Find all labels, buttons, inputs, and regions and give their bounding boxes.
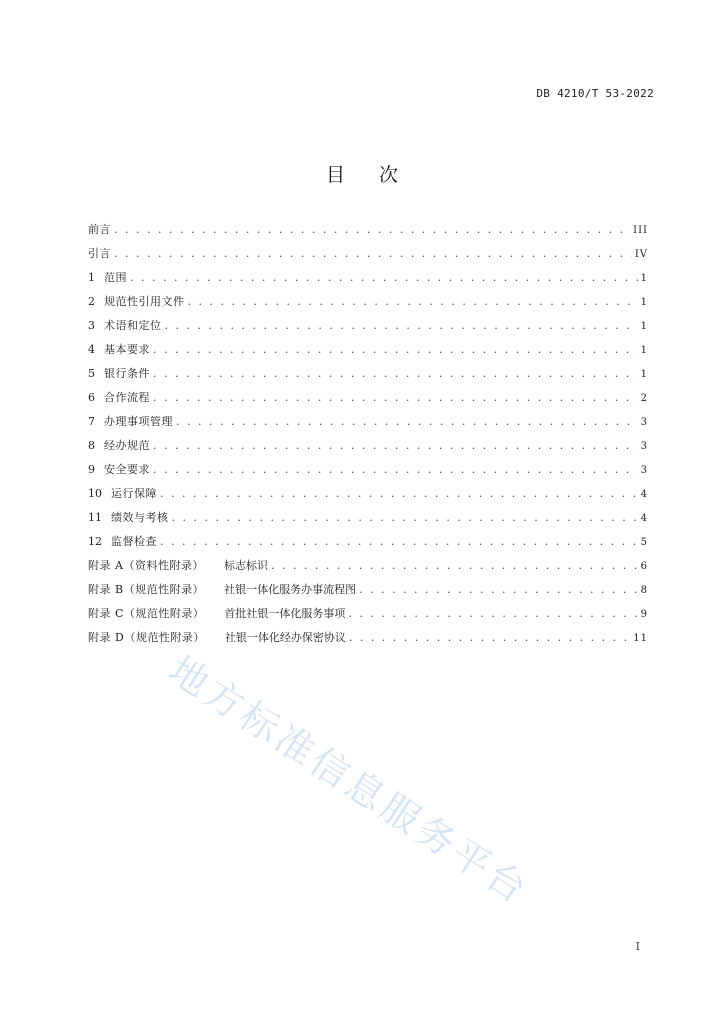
toc-entry-number: 12 <box>88 535 102 548</box>
toc-entry-page: 8 <box>640 585 648 596</box>
toc-entry-number: 4 <box>88 343 95 356</box>
toc-dot-leader <box>349 626 630 650</box>
page-title: 目次 <box>325 164 432 186</box>
toc-entry[interactable] <box>88 266 648 290</box>
toc-dot-leader <box>160 482 638 506</box>
toc-entry-label: 绩效与考核 <box>111 511 169 524</box>
toc-entry-label: 附录 C（规范性附录） <box>88 607 205 620</box>
toc-entry-label: 安全要求 <box>104 463 150 476</box>
toc-entry[interactable] <box>88 434 648 458</box>
toc-entry-label: 附录 D（规范性附录） <box>88 631 205 644</box>
toc-entry[interactable] <box>88 482 648 506</box>
toc-entry[interactable] <box>88 386 648 410</box>
toc-entry[interactable] <box>88 458 648 482</box>
toc-entry-page: 1 <box>640 297 648 308</box>
toc-entry-number: 11 <box>88 511 102 524</box>
toc-entry-label: 范围 <box>104 271 127 284</box>
toc-dot-leader <box>176 410 638 434</box>
toc-entry-page: 1 <box>640 345 648 356</box>
toc-entry-number: 1 <box>88 271 95 284</box>
toc-entry-label: 银行条件 <box>104 367 150 380</box>
toc-entry-subtitle: 社银一体化经办保密协议 <box>224 631 346 644</box>
toc-entry[interactable] <box>88 626 648 650</box>
toc-entry-page: 4 <box>640 489 648 500</box>
toc-entry-page: 3 <box>640 465 648 476</box>
toc-entry[interactable] <box>88 338 648 362</box>
toc-entry-subtitle: 首批社银一体化服务事项 <box>224 607 346 620</box>
toc-entry[interactable] <box>88 602 648 626</box>
toc-entry[interactable] <box>88 290 648 314</box>
toc-dot-leader <box>153 458 638 482</box>
toc-entry-page: 1 <box>640 273 648 284</box>
toc-entry-page: 9 <box>640 609 648 620</box>
toc-entry-number: 8 <box>88 439 95 452</box>
toc-entry-label: 运行保障 <box>111 487 157 500</box>
toc-entry[interactable] <box>88 314 648 338</box>
toc-entry[interactable] <box>88 410 648 434</box>
toc-entry-subtitle: 标志标识 <box>223 559 268 572</box>
toc-dot-leader <box>160 530 638 554</box>
toc-entry-label: 规范性引用文件 <box>104 295 185 308</box>
toc-entry-page: 4 <box>640 513 648 524</box>
toc-entry[interactable] <box>88 554 648 578</box>
toc-dot-leader <box>188 290 638 314</box>
toc-entry-number: 5 <box>88 367 95 380</box>
toc-dot-leader <box>359 578 638 602</box>
toc-entry-page: 1 <box>640 321 648 332</box>
toc-entry-page: 11 <box>633 633 648 644</box>
toc-dot-leader <box>153 338 638 362</box>
toc-entry-label: 合作流程 <box>104 391 150 404</box>
toc-entry-number: 9 <box>88 463 95 476</box>
toc-entry-label: 术语和定位 <box>104 319 162 332</box>
toc-entry[interactable] <box>88 578 648 602</box>
toc-dot-leader <box>114 242 632 266</box>
toc-entry-number: 7 <box>88 415 95 428</box>
toc-dot-leader <box>153 362 638 386</box>
toc-entry-page: 6 <box>640 561 648 572</box>
toc-entry-page: III <box>633 225 648 236</box>
toc-entry-page: 2 <box>640 393 648 404</box>
table-of-contents <box>88 218 648 650</box>
toc-dot-leader <box>130 266 638 290</box>
toc-entry[interactable] <box>88 218 648 242</box>
toc-dot-leader <box>153 386 638 410</box>
watermark: 地方标准信息服务平台 <box>161 647 538 914</box>
toc-entry-number: 2 <box>88 295 95 308</box>
toc-entry-label: 前言 <box>88 223 111 236</box>
document-code: DB 4210/T 53-2022 <box>536 87 654 100</box>
toc-entry-page: 5 <box>640 537 648 548</box>
toc-dot-leader <box>172 506 638 530</box>
toc-entry[interactable] <box>88 530 648 554</box>
toc-entry-page: 3 <box>640 441 648 452</box>
toc-entry-label: 办理事项管理 <box>104 415 173 428</box>
page-number: I <box>635 940 640 953</box>
toc-dot-leader <box>271 554 638 578</box>
toc-dot-leader <box>348 602 637 626</box>
toc-dot-leader <box>165 314 638 338</box>
toc-entry-label: 经办规范 <box>104 439 150 452</box>
toc-entry-label: 引言 <box>88 247 111 260</box>
toc-entry-label: 基本要求 <box>104 343 150 356</box>
toc-entry-page: 3 <box>640 417 648 428</box>
toc-entry[interactable] <box>88 362 648 386</box>
toc-entry-page: 1 <box>640 369 648 380</box>
toc-dot-leader <box>153 434 638 458</box>
toc-entry-number: 6 <box>88 391 95 404</box>
toc-entry-label: 附录 B（规范性附录） <box>88 583 205 596</box>
toc-entry-page: IV <box>634 249 648 260</box>
toc-entry-label: 监督检查 <box>111 535 157 548</box>
toc-entry-label: 附录 A（资料性附录） <box>88 559 204 572</box>
toc-entry-subtitle: 社银一体化服务办事流程图 <box>224 583 357 596</box>
toc-entry-number: 10 <box>88 487 102 500</box>
toc-entry[interactable] <box>88 242 648 266</box>
toc-entry-number: 3 <box>88 319 95 332</box>
toc-dot-leader <box>114 218 630 242</box>
toc-entry[interactable] <box>88 506 648 530</box>
